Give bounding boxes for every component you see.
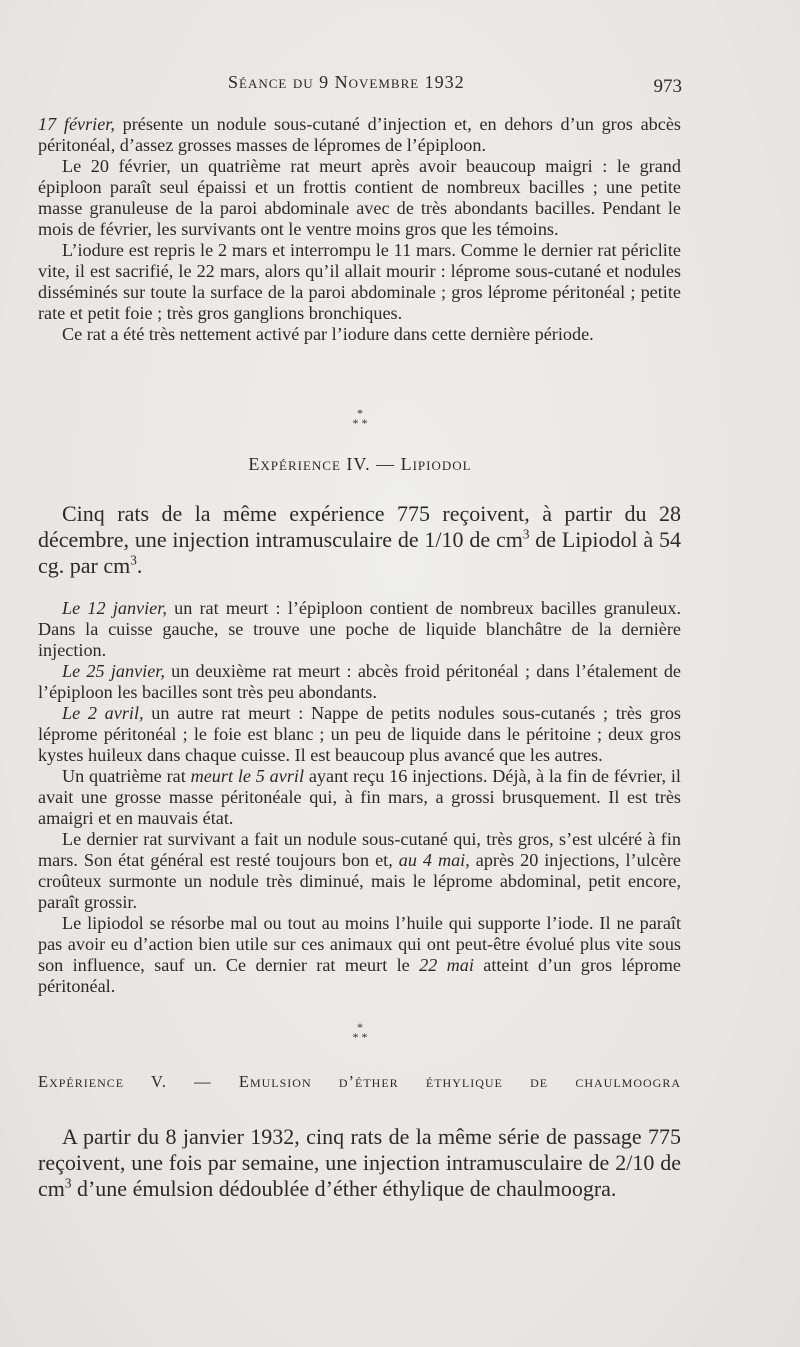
paragraph-text: après 20 injections, l’ulcère croûteux surmonte un nodule très diminué, mais le léprome abdominal, petit encore, paraît grossir.: [38, 850, 682, 912]
paragraph: L’iodure est repris le 2 mars et interrompu le 11 mars. Comme le dernier rat périclite vite, il est sacrifié, le 22 mars, alors qu’il allait mourir : léprome sous-cutané et nodules disséminés sur toute la surface de la paroi abdominale ; gros léprome péritonéal ; petite rate et petit foie ; très gros ganglions bronchiques.: [38, 240, 681, 323]
paragraph: [38, 1124, 681, 1202]
paragraph-text: Un quatrième rat: [62, 766, 191, 786]
paragraph-text: présente un nodule sous-cutané d’injection et, en dehors d’un gros abcès péritonéal, d’assez grosses masses de lépromes de l’épiploon.: [38, 114, 681, 155]
separator-star-top: *: [357, 406, 363, 420]
paragraph-text: un rat meurt : l’épiploon contient de nombreux bacilles granuleux. Dans la cuisse gauche, se trouve une poche de liquide blanchâtre de la dernière injection.: [38, 598, 682, 660]
experience-5-intro: [38, 1124, 681, 1202]
section-separator: [0, 1022, 720, 1042]
text-block-continuation: [38, 114, 681, 345]
paragraph: [38, 766, 681, 829]
date-italic: Le 2 avril,: [62, 703, 144, 723]
paragraph: [38, 913, 681, 997]
paragraph: [38, 829, 681, 913]
paragraph: [38, 661, 681, 703]
intro-text: Cinq rats de la même expérience 775 reçoivent, à partir du 28 décembre, une injection intramusculaire de 1/10 de cm: [38, 501, 681, 552]
date-italic: meurt le 5 avril: [190, 766, 305, 786]
section-separator: [0, 408, 720, 428]
date-italic: Le 12 janvier,: [62, 598, 167, 618]
paragraph-text: Le lipiodol se résorbe mal ou tout au moins l’huile qui supporte l’iode. Il ne paraît pas avoir eu d’action bien utile sur ces animaux qui ont peut-être évolué plus vite sous son influence, sauf un. Ce dernier rat meurt le: [38, 913, 681, 975]
intro-text: A partir du 8 janvier 1932, cinq rats de la même série de passage 775 reçoivent, une fois par semaine, une injection intramusculaire de 2/10 de cm: [38, 1124, 681, 1201]
paragraph: Ce rat a été très nettement activé par l’iodure dans cette dernière période.: [62, 324, 594, 344]
paragraph: [38, 501, 681, 579]
superscript: 3: [130, 552, 137, 568]
paragraph-text: Le dernier rat survivant a fait un nodule sous-cutané qui, très gros, s’est ulcéré à fin mars. Son état général est resté toujours bon et,: [38, 829, 681, 870]
separator-star-top: *: [357, 1020, 363, 1034]
intro-text: de Lipiodol à 54 cg. par cm: [38, 527, 681, 578]
experience-4-intro: [38, 501, 681, 579]
paragraph: [38, 114, 681, 156]
separator-stars-bottom: * *: [352, 1030, 368, 1044]
separator-stars-bottom: * *: [352, 416, 368, 430]
running-head: Séance du 9 Novembre 1932: [228, 72, 465, 92]
section-heading-experience-5: Expérience V. — Emulsion d’éther éthylique de chaulmoogra: [38, 1072, 681, 1091]
paragraph-text: un deuxième rat meurt : abcès froid péritonéal ; dans l’étalement de l’épiploon les bacilles sont très peu abondants.: [38, 661, 682, 702]
page-number: 973: [653, 76, 682, 97]
experience-4-details: [38, 598, 681, 997]
paragraph-text: atteint d’un gros léprome péritonéal.: [38, 955, 681, 996]
intro-text: d’une émulsion dédoublée d’éther éthylique de chaulmoogra.: [71, 1176, 617, 1201]
paragraph-text: un autre rat meurt : Nappe de petits nodules sous-cutanés ; très gros léprome péritonéal ; le foie est blanc ; un peu de liquide dans le péritoine ; deux gros kystes huileux dans chaque cuisse. Il est beaucoup plus avancé que les autres.: [38, 703, 681, 765]
date-italic: au 4 mai,: [398, 850, 470, 870]
superscript: 3: [522, 526, 530, 542]
section-heading-experience-4: Expérience IV. — Lipiodol: [248, 454, 472, 474]
paragraph: [38, 703, 681, 766]
paragraph-text: ayant reçu 16 injections. Déjà, à la fin de février, il avait une grosse masse péritonéale qui, à fin mars, a grossi brusquement. Il est très amaigri et en mauvais état.: [38, 766, 681, 828]
paragraph: [38, 598, 681, 661]
date-italic: 17 février,: [38, 114, 115, 134]
superscript: 3: [64, 1175, 72, 1191]
intro-text: .: [136, 553, 143, 578]
paragraph: Le 20 février, un quatrième rat meurt après avoir beaucoup maigri : le grand épiploon paraît seul épaissi et un frottis contient de nombreux bacilles ; une petite masse granuleuse de la paroi abdominale avec de très abondants bacilles. Pendant le mois de février, les survivants ont le ventre moins gros que les témoins.: [38, 156, 681, 239]
date-italic: 22 mai: [419, 955, 474, 975]
date-italic: Le 25 janvier,: [62, 661, 165, 681]
